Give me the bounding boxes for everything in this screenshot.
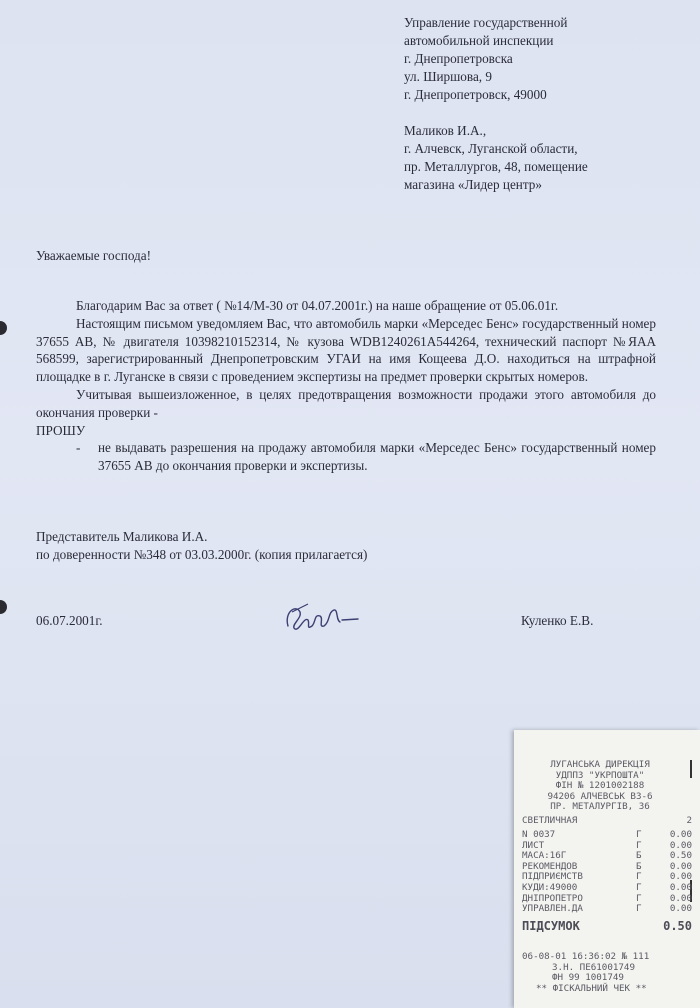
receipt-footer-line: ФН 99 1001749	[552, 972, 624, 984]
address-line: г. Днепропетровска	[404, 51, 513, 66]
receipt-item-type: Г	[636, 903, 642, 915]
receipt-section: СВЕТЛИЧНАЯ 2	[522, 815, 692, 826]
receipt-item-value: 0.00	[669, 892, 692, 904]
sender-line: г. Алчевск, Луганской области,	[404, 141, 578, 156]
recipient-address	[404, 14, 588, 194]
signer-name: Куленко Е.В.	[521, 613, 594, 628]
sender-line: магазина «Лидер центр»	[404, 177, 542, 192]
address-line: ул. Ширшова, 9	[404, 69, 492, 84]
power-of-attorney-line: по доверенности №348 от 03.03.2000г. (копия прилагается)	[36, 547, 368, 562]
receipt-item-row	[522, 883, 692, 894]
receipt-item-row	[522, 830, 692, 841]
receipt-item-name: УПРАВЛЕН.ДА	[522, 904, 583, 915]
receipt-item-value: 0.00	[669, 860, 692, 872]
receipt-item-name: ДНІПРОПЕТРО	[522, 893, 583, 904]
receipt-item-type: Б	[636, 850, 642, 862]
receipt-item-type: Г	[636, 839, 642, 851]
receipt-item-type: Г	[636, 871, 642, 883]
receipt-item-name: КУДИ:49000	[522, 883, 578, 893]
receipt-item-value: 0.00	[669, 882, 692, 893]
receipt-footer	[522, 952, 692, 994]
receipt-header-line: 94206 АЛЧЕВСЬК ВЗ-6	[547, 790, 653, 802]
receipt-mark	[690, 760, 692, 778]
receipt-item-row	[522, 894, 692, 905]
bullet-dash: -	[76, 440, 81, 456]
receipt-item-name: ЛИСТ	[522, 840, 545, 851]
binder-hole	[0, 600, 7, 614]
receipt-header-line: ПР. МЕТАЛУРГІВ, 36	[550, 801, 650, 813]
receipt-item-value: 0.00	[669, 871, 692, 883]
paragraph-notice: Настоящим письмом уведомляем Вас, что автомобиль марки «Мерседес Бенс» государственный номер 37655 АВ, № двигателя 10398210152314, № кузова WDB1240261A544264, технический паспорт №ЯАА 568599, зарегистрированный Днепропетровским УГАИ на имя Кощеева Д.О. находиться на штрафной площадке в г. Луганске в связи с проведением экспертизы на предмет проверки скрытых номеров.	[36, 315, 656, 385]
receipt-item-type: Б	[636, 860, 642, 872]
receipt-item-name: МАСА:16Г	[522, 851, 567, 862]
receipt-item-name: ПІДПРИЄМСТВ	[522, 872, 583, 883]
receipt-total: ПІДСУМОК 0.50	[522, 919, 692, 933]
postal-receipt	[514, 730, 700, 1008]
paragraph-considering: Учитывая вышеизложенное, в целях предотвращения возможности продажи этого автомобиля до окончания проверки -	[36, 386, 656, 420]
request-item	[36, 439, 656, 475]
sender-line: пр. Металлургов, 48, помещение	[404, 159, 588, 174]
receipt-item-type: Г	[636, 829, 642, 840]
letter-date: 06.07.2001г.	[36, 613, 103, 628]
receipt-footer-line: З.Н. ПЕ61001749	[552, 961, 635, 973]
address-line: Управление государственной	[404, 15, 568, 30]
receipt-item-type: Г	[636, 892, 642, 904]
receipt-item-name: N 0037	[522, 830, 556, 840]
receipt-header-line: ЛУГАНСЬКА ДИРЕКЦІЯ	[550, 759, 650, 770]
receipt-item-row	[522, 851, 692, 862]
sender-line: Маликов И.А.,	[404, 123, 487, 138]
receipt-item-name: РЕКОМЕНДОВ	[522, 861, 578, 872]
request-item-text: не выдавать разрешения на продажу автомобиля марки «Мерседес Бенс» государственный номер 37655 АВ до окончания проверки и экспертизы.	[98, 440, 656, 474]
receipt-item-value: 0.50	[669, 850, 692, 862]
receipt-header	[514, 760, 686, 813]
receipt-item-value: 0.00	[669, 839, 692, 851]
receipt-item-row	[522, 862, 692, 873]
receipt-header-line: ФІН № 1201002188	[555, 780, 645, 792]
request-heading: ПРОШУ	[36, 422, 86, 438]
receipt-footer-line: ** ФІСКАЛЬНИЙ ЧЕК **	[536, 982, 647, 994]
receipt-item-row	[522, 841, 692, 852]
salutation: Уважаемые господа!	[36, 248, 152, 263]
receipt-footer-line: 06-08-01 16:36:02 № 111	[522, 951, 650, 962]
representative-line: Представитель Маликова И.А.	[36, 529, 208, 544]
letter-body	[36, 297, 656, 475]
signature-image	[278, 598, 368, 638]
receipt-header-line: УДППЗ "УКРПОШТА"	[555, 769, 645, 781]
paragraph-thanks: Благодарим Вас за ответ ( №14/М-30 от 04.07.2001г.) на наше обращение от 05.06.01г.	[76, 298, 559, 313]
binder-hole	[0, 321, 7, 335]
receipt-item-value: 0.00	[669, 903, 692, 915]
receipt-item-row	[522, 872, 692, 883]
representative-block	[36, 528, 367, 564]
address-line: г. Днепропетровск, 49000	[404, 87, 547, 102]
receipt-item-value: 0.00	[669, 829, 692, 840]
receipt-item-row	[522, 904, 692, 915]
receipt-item-type: Г	[636, 882, 642, 893]
address-line: автомобильной инспекции	[404, 33, 554, 48]
